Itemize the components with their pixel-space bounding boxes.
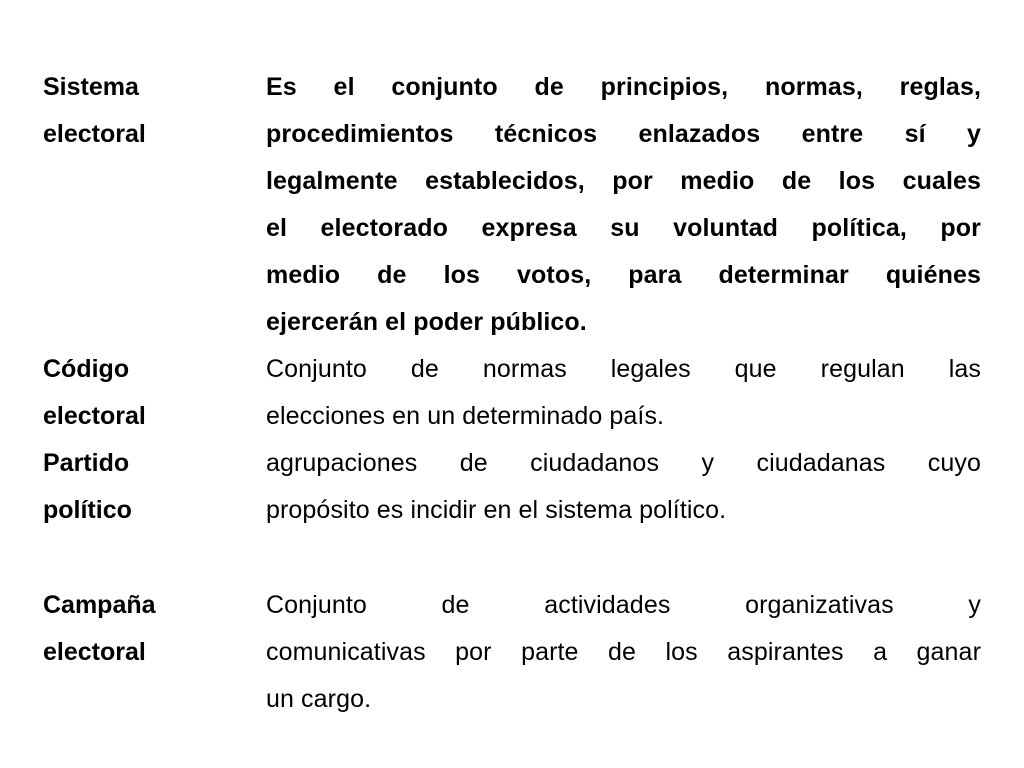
term-line: Campaña [43,591,156,619]
definition-line: comunicativas por parte de los aspirantes a ganar [266,638,981,666]
definition-sistema-electoral [266,64,981,346]
definition-line: elecciones en un determinado país. [266,402,665,430]
definition-line: Conjunto de normas legales que regulan las [266,355,981,383]
definition-line: un cargo. [266,685,372,713]
definition-line: legalmente establecidos, por medio de los cuales [266,167,981,195]
definition-partido-politico [266,440,981,534]
term-line: político [43,496,132,524]
term-line: electoral [43,402,146,430]
definition-line: el electorado expresa su voluntad política, por [266,214,981,242]
definition-line: ejercerán el poder público. [266,308,587,336]
term-line: Código [43,355,130,383]
definition-line: procedimientos técnicos enlazados entre sí y [266,120,981,148]
definition-codigo-electoral [266,346,981,440]
definition-line: Es el conjunto de principios, normas, reglas, [266,73,981,101]
definition-line: propósito es incidir en el sistema político. [266,496,727,524]
definition-campana-electoral [266,582,981,723]
term-line: Sistema [43,73,139,101]
term-partido-politico [43,440,243,534]
term-line: electoral [43,638,146,666]
definition-line: medio de los votos, para determinar quiénes [266,261,981,289]
term-line: Partido [43,449,130,477]
term-line: electoral [43,120,146,148]
term-sistema-electoral [43,64,243,158]
term-campana-electoral [43,582,243,676]
definition-line: agrupaciones de ciudadanos y ciudadanas cuyo [266,449,981,477]
definition-line: Conjunto de actividades organizativas y [266,591,981,619]
term-codigo-electoral [43,346,243,440]
